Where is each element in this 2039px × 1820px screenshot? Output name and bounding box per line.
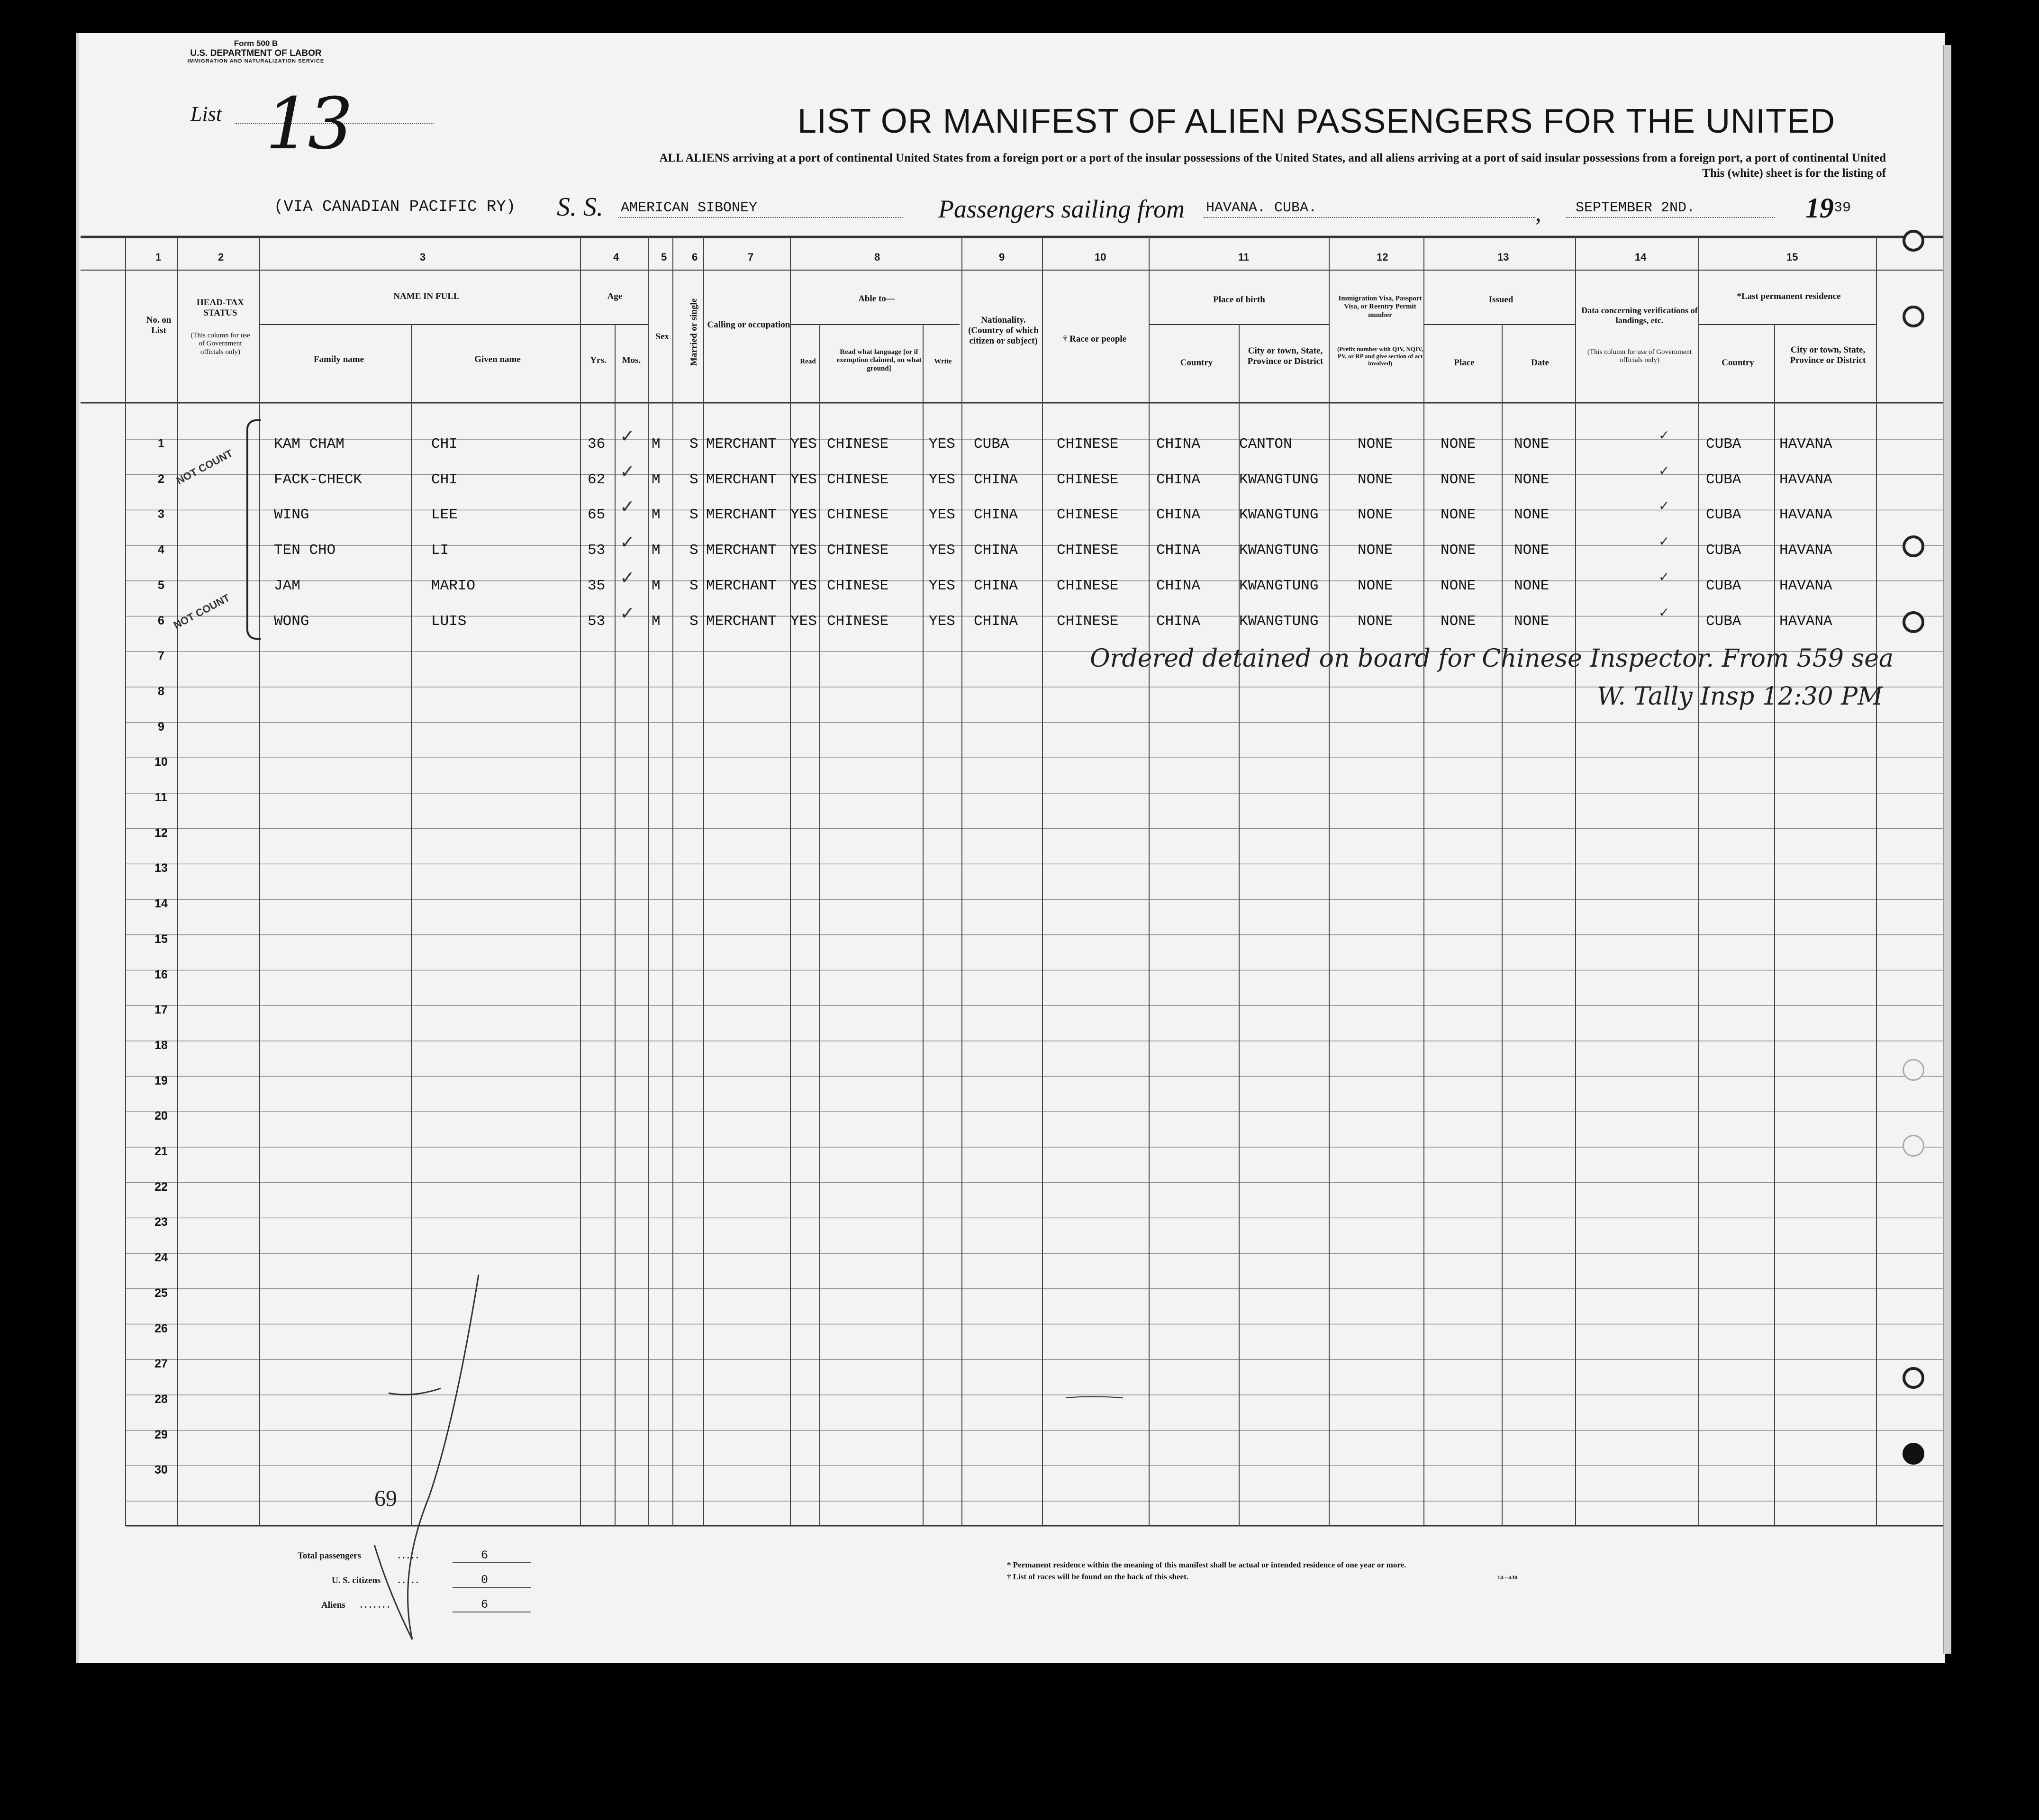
row-number: 11	[154, 791, 168, 804]
nationality-cell: CHINA	[974, 542, 1018, 559]
row-number: 5	[158, 578, 164, 592]
visa-cell: NONE	[1358, 471, 1393, 488]
marital-status-cell: S	[689, 436, 698, 453]
birth-country-cell: CHINA	[1156, 542, 1201, 559]
language-cell: CHINESE	[827, 471, 889, 488]
write-cell: YES	[929, 507, 955, 524]
issued-place-cell: NONE	[1441, 613, 1476, 630]
residence-city-cell: HAVANA	[1779, 507, 1832, 524]
write-cell: YES	[929, 577, 955, 594]
total-passengers-label: Total passengers	[298, 1551, 361, 1561]
age-cell: 62	[588, 471, 606, 488]
birth-country-cell: CHINA	[1156, 507, 1201, 524]
read-cell: YES	[790, 542, 817, 559]
column-number: 6	[692, 251, 698, 263]
race-cell: CHINESE	[1057, 436, 1119, 453]
residence-city-cell: HAVANA	[1779, 577, 1832, 594]
nationality-cell: CUBA	[974, 436, 1009, 453]
family-name-cell: FACK-CHECK	[274, 471, 362, 488]
issued-date-cell: NONE	[1514, 436, 1550, 453]
issued-date-cell: NONE	[1514, 471, 1550, 488]
visa-cell: NONE	[1358, 542, 1393, 559]
check-mark-icon: ✓	[620, 426, 635, 446]
subtitle-line-2: This (white) sheet is for the listing of	[1702, 167, 1886, 180]
issued-date-cell: NONE	[1514, 542, 1550, 559]
aliens-value: 6	[481, 1598, 489, 1612]
header-age: Age	[607, 291, 623, 301]
verification-mark-icon: ✓	[1658, 604, 1670, 620]
column-number: 12	[1377, 251, 1388, 263]
given-name-cell: MARIO	[431, 577, 476, 594]
nationality-cell: CHINA	[974, 577, 1018, 594]
verification-mark-icon: ✓	[1658, 569, 1670, 585]
visa-cell: NONE	[1358, 507, 1393, 524]
check-mark-icon: ✓	[620, 602, 635, 624]
row-number: 8	[158, 684, 164, 698]
visa-cell: NONE	[1358, 577, 1393, 594]
residence-country-cell: CUBA	[1706, 471, 1741, 488]
sex-cell: M	[652, 542, 661, 559]
occupation-cell: MERCHANT	[706, 613, 777, 630]
marital-status-cell: S	[689, 542, 698, 559]
row-number: 17	[154, 1003, 168, 1017]
issued-date-cell: NONE	[1514, 507, 1550, 524]
check-mark-icon: ✓	[620, 461, 635, 482]
row-number: 29	[154, 1428, 168, 1441]
residence-city-cell: HAVANA	[1779, 613, 1832, 630]
read-cell: YES	[790, 577, 817, 594]
birth-city-cell: KWANGTUNG	[1239, 613, 1319, 630]
column-number: 9	[999, 251, 1005, 263]
row-number: 6	[158, 614, 164, 627]
header-visa-note: (Prefix number with QIV, NQIV, PV, or RP and give section of act involved)	[1337, 345, 1423, 367]
age-cell: 65	[588, 507, 606, 524]
check-mark-icon: ✓	[620, 496, 635, 517]
header-issued: Issued	[1488, 295, 1513, 305]
header-given-name: Given name	[474, 354, 521, 364]
column-number: 2	[218, 251, 224, 263]
ss-label: S. S.	[557, 192, 603, 222]
header-nationality: Nationality. (Country of which citizen or subject)	[968, 315, 1039, 346]
header-res-country: Country	[1722, 358, 1754, 368]
aliens-label: Aliens	[321, 1600, 345, 1610]
header-calling: Calling or occupation	[707, 320, 790, 330]
birth-country-cell: CHINA	[1156, 471, 1201, 488]
verification-mark-icon: ✓	[1658, 498, 1670, 514]
residence-country-cell: CUBA	[1706, 542, 1741, 559]
occupation-cell: MERCHANT	[706, 542, 777, 559]
header-data-landings: Data concerning verifications of landings, etc.	[1581, 306, 1698, 325]
write-cell: YES	[929, 436, 955, 453]
issued-place-cell: NONE	[1441, 436, 1476, 453]
read-cell: YES	[790, 613, 817, 630]
row-number: 30	[154, 1463, 168, 1477]
nationality-cell: CHINA	[974, 613, 1018, 630]
header-name-in-full: NAME IN FULL	[393, 291, 460, 301]
language-cell: CHINESE	[827, 542, 889, 559]
header-read: Read	[800, 358, 816, 365]
column-number: 13	[1497, 251, 1509, 263]
column-number: 8	[874, 251, 880, 263]
race-cell: CHINESE	[1057, 542, 1119, 559]
residence-city-cell: HAVANA	[1779, 542, 1832, 559]
departure-date: SEPTEMBER 2ND.	[1576, 200, 1695, 216]
header-issued-place: Place	[1454, 358, 1475, 368]
comma-separator: ,	[1535, 199, 1541, 226]
row-number: 15	[154, 932, 168, 946]
header-head-tax: HEAD-TAX STATUS	[197, 298, 244, 318]
footnote-races: † List of races will be found on the back of this sheet.	[1007, 1572, 1188, 1581]
residence-country-cell: CUBA	[1706, 613, 1741, 630]
issued-place-cell: NONE	[1441, 577, 1476, 594]
check-mark-icon: ✓	[620, 567, 635, 588]
family-name-cell: TEN CHO	[274, 542, 336, 559]
not-count-stamp: NOT COUNT	[174, 447, 235, 487]
read-cell: YES	[790, 507, 817, 524]
age-cell: 36	[588, 436, 606, 453]
punch-hole	[1903, 306, 1924, 327]
service-name: IMMIGRATION AND NATURALIZATION SERVICE	[187, 58, 325, 64]
dot-leader: . . . . .	[398, 1576, 418, 1585]
row-number: 18	[154, 1038, 168, 1052]
visa-cell: NONE	[1358, 436, 1393, 453]
given-name-cell: CHI	[431, 471, 458, 488]
header-birth-country: Country	[1180, 358, 1213, 368]
row-number: 1	[158, 437, 164, 450]
check-mark-icon: ✓	[620, 532, 635, 553]
punch-hole	[1903, 1059, 1924, 1081]
birth-country-cell: CHINA	[1156, 436, 1201, 453]
row-number: 16	[154, 968, 168, 981]
punch-hole	[1903, 1135, 1924, 1157]
list-label: List	[190, 102, 222, 126]
header-head-tax-note: (This column for use of Government officials only)	[190, 332, 250, 356]
row-number: 27	[154, 1357, 168, 1371]
family-name-cell: KAM CHAM	[274, 436, 344, 453]
column-number: 11	[1238, 251, 1250, 263]
year-prefix: 19	[1805, 192, 1834, 224]
row-number: 3	[158, 507, 164, 521]
margin-number: 69	[374, 1486, 397, 1511]
occupation-cell: MERCHANT	[706, 577, 777, 594]
list-number: 13	[265, 83, 350, 165]
residence-city-cell: HAVANA	[1779, 436, 1832, 453]
nationality-cell: CHINA	[974, 471, 1018, 488]
form-number: Form 500 B	[234, 39, 278, 48]
form-code: 14—430	[1497, 1574, 1517, 1581]
write-cell: YES	[929, 471, 955, 488]
header-read-language: Read what language [or if exemption claimed, on what ground]	[836, 348, 922, 372]
race-cell: CHINESE	[1057, 613, 1119, 630]
sex-cell: M	[652, 507, 661, 524]
write-cell: YES	[929, 542, 955, 559]
header-birth-city: City or town, State, Province or District	[1247, 346, 1323, 366]
header-data-note: (This column for use of Government officials only)	[1587, 348, 1692, 364]
year-suffix: 39	[1834, 200, 1851, 216]
marital-status-cell: S	[689, 577, 698, 594]
row-number: 25	[154, 1286, 168, 1300]
footnote-residence: * Permanent residence within the meaning of this manifest shall be actual or intended residence of one year or more.	[1007, 1560, 1406, 1569]
given-name-cell: CHI	[431, 436, 458, 453]
issued-place-cell: NONE	[1441, 471, 1476, 488]
punch-hole	[1903, 1443, 1924, 1465]
row-number: 2	[158, 472, 164, 486]
issued-date-cell: NONE	[1514, 613, 1550, 630]
department-name: U.S. DEPARTMENT OF LABOR	[190, 48, 322, 58]
given-name-cell: LI	[431, 542, 449, 559]
nationality-cell: CHINA	[974, 507, 1018, 524]
residence-country-cell: CUBA	[1706, 507, 1741, 524]
row-number: 26	[154, 1322, 168, 1335]
column-number: 10	[1095, 251, 1106, 263]
row-number: 4	[158, 543, 164, 557]
occupation-cell: MERCHANT	[706, 471, 777, 488]
handwritten-signature-note: W. Tally Insp 12:30 PM	[1597, 682, 1883, 711]
sex-cell: M	[652, 613, 661, 630]
route-note: (VIA CANADIAN PACIFIC RY)	[274, 198, 516, 216]
row-number: 20	[154, 1109, 168, 1123]
punch-hole	[1903, 535, 1924, 557]
birth-city-cell: KWANGTUNG	[1239, 542, 1319, 559]
language-cell: CHINESE	[827, 613, 889, 630]
issued-place-cell: NONE	[1441, 542, 1476, 559]
sex-cell: M	[652, 471, 661, 488]
row-number: 10	[154, 755, 168, 769]
column-number: 14	[1635, 251, 1647, 263]
row-number: 9	[158, 720, 164, 733]
header-family-name: Family name	[313, 354, 364, 364]
language-cell: CHINESE	[827, 507, 889, 524]
language-cell: CHINESE	[827, 436, 889, 453]
header-last-residence: *Last permanent residence	[1737, 291, 1841, 301]
punch-hole	[1903, 230, 1924, 252]
dot-leader: . . . . .	[398, 1551, 418, 1561]
row-number: 12	[154, 826, 168, 840]
age-cell: 35	[588, 577, 606, 594]
header-issued-date: Date	[1531, 358, 1549, 368]
sailing-label: Passengers sailing from	[938, 195, 1185, 223]
total-passengers-value: 6	[481, 1548, 489, 1562]
header-married: Married or single	[689, 298, 699, 366]
residence-country-cell: CUBA	[1706, 577, 1741, 594]
header-res-city: City or town, State, Province or District	[1790, 345, 1866, 365]
given-name-cell: LEE	[431, 507, 458, 524]
departure-port: HAVANA. CUBA.	[1206, 200, 1317, 216]
given-name-cell: LUIS	[431, 613, 467, 630]
verification-mark-icon: ✓	[1658, 427, 1670, 443]
issued-date-cell: NONE	[1514, 577, 1550, 594]
header-place-of-birth: Place of birth	[1213, 295, 1265, 305]
sex-cell: M	[652, 577, 661, 594]
family-name-cell: WING	[274, 507, 309, 524]
us-citizens-value: 0	[481, 1573, 489, 1587]
row-number: 28	[154, 1392, 168, 1406]
header-able-to: Able to—	[858, 294, 895, 304]
column-number: 1	[155, 251, 162, 263]
column-number: 3	[420, 251, 426, 263]
family-name-cell: WONG	[274, 613, 309, 630]
row-number: 7	[158, 649, 164, 663]
birth-city-cell: KWANGTUNG	[1239, 507, 1319, 524]
header-age-months: Mos.	[622, 355, 641, 365]
marital-status-cell: S	[689, 471, 698, 488]
residence-city-cell: HAVANA	[1779, 471, 1832, 488]
column-number: 7	[748, 251, 754, 263]
ship-name: AMERICAN SIBONEY	[621, 200, 758, 216]
sex-cell: M	[652, 436, 661, 453]
header-visa: Immigration Visa, Passport Visa, or Reentry Permit number	[1338, 295, 1422, 319]
not-count-stamp: NOT COUNT	[172, 591, 232, 632]
header-sex: Sex	[655, 332, 669, 342]
header-no-on-list: No. on List	[146, 315, 172, 335]
occupation-cell: MERCHANT	[706, 436, 777, 453]
birth-city-cell: KWANGTUNG	[1239, 471, 1319, 488]
punch-hole	[1903, 611, 1924, 633]
row-number: 21	[154, 1145, 168, 1158]
row-number: 23	[154, 1215, 168, 1229]
column-number: 5	[661, 251, 667, 263]
header-age-years: Yrs.	[590, 355, 607, 365]
row-number: 19	[154, 1074, 168, 1087]
column-number: 4	[613, 251, 619, 263]
marital-status-cell: S	[689, 613, 698, 630]
birth-city-cell: KWANGTUNG	[1239, 577, 1319, 594]
row-number: 13	[154, 861, 168, 875]
birth-country-cell: CHINA	[1156, 577, 1201, 594]
verification-mark-icon: ✓	[1658, 462, 1670, 479]
issued-place-cell: NONE	[1441, 507, 1476, 524]
race-cell: CHINESE	[1057, 471, 1119, 488]
visa-cell: NONE	[1358, 613, 1393, 630]
subtitle-line-1: ALL ALIENS arriving at a port of continental United States from a foreign port or a port of the insular possessions of the United States, and all aliens arriving at a port of said insular possessions from a foreign port, a port of continental United	[659, 152, 1886, 164]
race-cell: CHINESE	[1057, 507, 1119, 524]
race-cell: CHINESE	[1057, 577, 1119, 594]
dot-leader: . . . . . . .	[360, 1600, 390, 1610]
birth-country-cell: CHINA	[1156, 613, 1201, 630]
write-cell: YES	[929, 613, 955, 630]
column-number: 15	[1786, 251, 1798, 263]
language-cell: CHINESE	[827, 577, 889, 594]
manifest-title: LIST OR MANIFEST OF ALIEN PASSENGERS FOR THE UNITED	[797, 102, 1836, 140]
birth-city-cell: CANTON	[1239, 436, 1292, 453]
punch-hole	[1903, 1367, 1924, 1389]
read-cell: YES	[790, 436, 817, 453]
handwritten-note: Ordered detained on board for Chinese Inspector. From 559 sea	[1090, 644, 1894, 673]
row-number: 14	[154, 897, 168, 911]
age-cell: 53	[588, 542, 606, 559]
row-number: 22	[154, 1180, 168, 1194]
us-citizens-label: U. S. citizens	[332, 1576, 381, 1585]
age-cell: 53	[588, 613, 606, 630]
residence-country-cell: CUBA	[1706, 436, 1741, 453]
row-number: 24	[154, 1251, 168, 1265]
family-name-cell: JAM	[274, 577, 300, 594]
marital-status-cell: S	[689, 507, 698, 524]
verification-mark-icon: ✓	[1658, 534, 1670, 550]
occupation-cell: MERCHANT	[706, 507, 777, 524]
header-race: † Race or people	[1062, 334, 1127, 344]
read-cell: YES	[790, 471, 817, 488]
header-write: Write	[934, 358, 952, 365]
